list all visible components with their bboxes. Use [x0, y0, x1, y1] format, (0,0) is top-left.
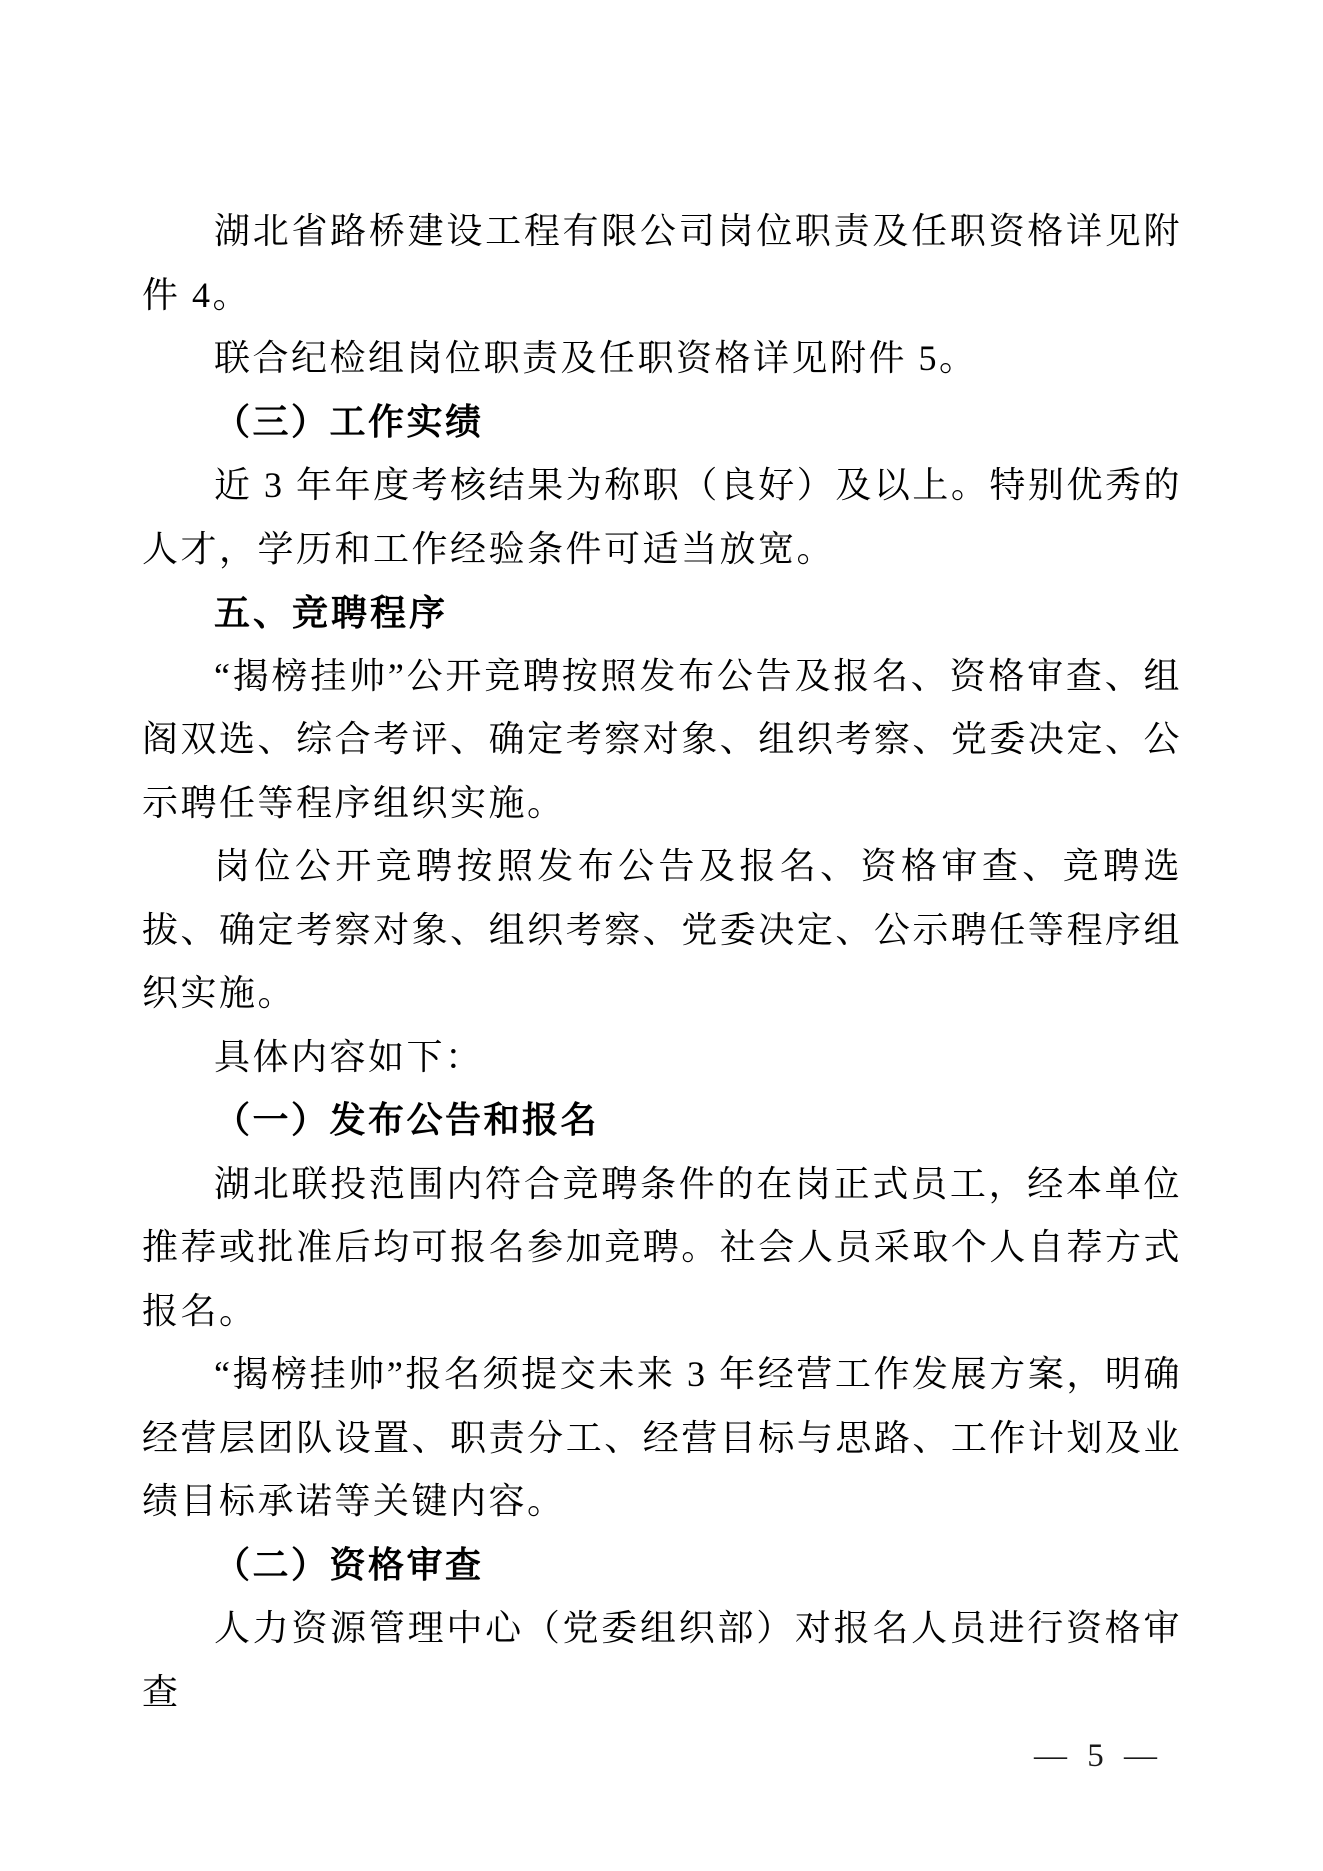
subheading-announcement: （一）发布公告和报名: [214, 1100, 600, 1140]
paragraph-attachment-5: 联合纪检组岗位职责及任职资格详见附件 5。: [214, 338, 978, 378]
paragraph-jiebang-plan: “揭榜挂帅”报名须提交未来 3 年经营工作发展方案，明确经营层团队设置、职责分工、经营目标与思路、工作计划及业绩目标承诺等关键内容。: [142, 1354, 1182, 1521]
subheading-work-performance: （三）工作实绩: [214, 401, 484, 442]
page-number: — 5 —: [1034, 1738, 1163, 1774]
paragraph-details-intro: 具体内容如下：: [214, 1036, 484, 1077]
paragraph-jiebang-process: “揭榜挂帅”公开竞聘按照发布公告及报名、资格审查、组阁双选、综合考评、确定考察对象、组织考察、党委决定、公示聘任等程序组织实施。: [142, 655, 1182, 823]
paragraph-assessment: 近 3 年年度考核结果为称职（良好）及以上。特别优秀的人才，学历和工作经验条件可适当放宽。: [142, 465, 1182, 569]
subheading-qualification: （二）资格审查: [214, 1544, 484, 1585]
paragraph-hr-review: 人力资源管理中心（党委组织部）对报名人员进行资格审查: [142, 1608, 1182, 1712]
document-body: [142, 200, 1182, 1724]
paragraph-attachment-4: 湖北省路桥建设工程有限公司岗位职责及任职资格详见附件 4。: [142, 211, 1182, 315]
paragraph-registration: 湖北联投范围内符合竞聘条件的在岗正式员工，经本单位推荐或批准后均可报名参加竞聘。社会人员采取个人自荐方式报名。: [142, 1163, 1182, 1331]
paragraph-post-process: 岗位公开竞聘按照发布公告及报名、资格审查、竞聘选拔、确定考察对象、组织考察、党委决定、公示聘任等程序组织实施。: [142, 846, 1182, 1013]
section-heading-procedure: 五、竞聘程序: [214, 592, 449, 633]
